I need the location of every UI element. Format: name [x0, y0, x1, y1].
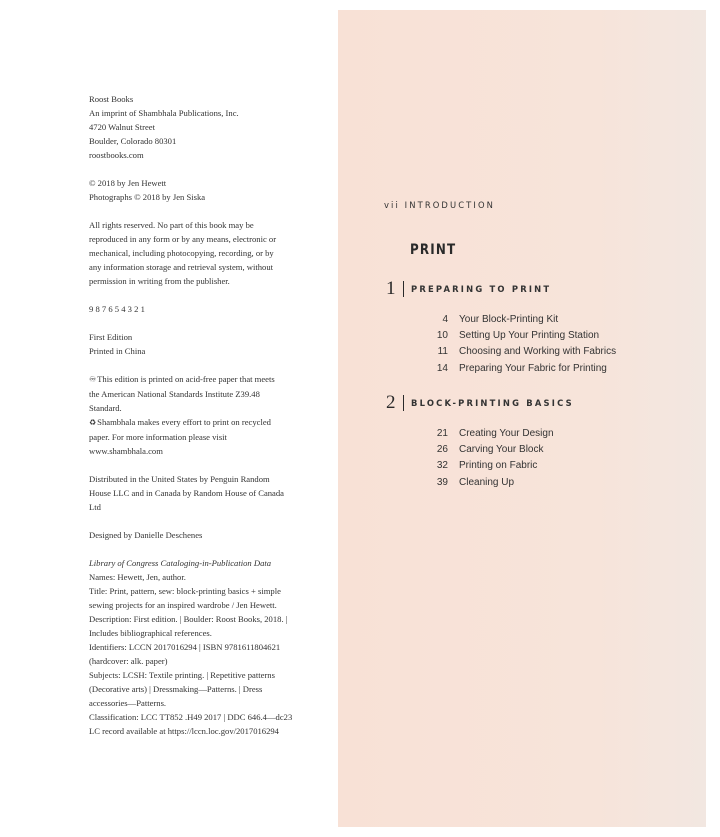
recycle-line	[89, 415, 314, 430]
toc-entry-title: Carving Your Block	[459, 443, 544, 455]
acid-free-line	[89, 372, 314, 387]
toc-part-title: PRINT	[410, 242, 457, 258]
cip-line: Includes bibliographical references.	[89, 628, 212, 638]
cip-line: accessories—Patterns.	[89, 698, 167, 708]
chapter-divider	[403, 281, 404, 297]
toc-chapter-2	[386, 392, 574, 414]
publisher-line: Boulder, Colorado 80301	[89, 136, 177, 146]
toc-entry	[420, 327, 690, 343]
toc-entry	[420, 425, 690, 441]
toc-introduction: vii INTRODUCTION	[384, 200, 496, 210]
toc-chapter-1-entries	[420, 311, 690, 376]
chapter-divider	[403, 395, 404, 411]
distribution-line: Ltd	[89, 502, 101, 512]
distribution-block	[89, 472, 314, 514]
copyright-line: Photographs © 2018 by Jen Siska	[89, 192, 206, 202]
designer-block	[89, 528, 314, 542]
toc-entry-title: Setting Up Your Printing Station	[459, 329, 600, 341]
publisher-line: 4720 Walnut Street	[89, 122, 155, 132]
edition-line: Printed in China	[89, 346, 146, 356]
toc-entry-title: Creating Your Design	[459, 427, 554, 439]
toc-chapter-1	[386, 278, 551, 300]
recycle-line: www.shambhala.com	[89, 446, 163, 456]
toc-entry-page: 11	[437, 346, 448, 358]
rights-block	[89, 218, 314, 288]
copyright-block	[89, 176, 314, 204]
publisher-line: An imprint of Shambhala Publications, Inc.	[89, 108, 239, 118]
publisher-line: Roost Books	[89, 94, 134, 104]
printing-line-block	[89, 302, 314, 316]
toc-entry	[420, 311, 690, 327]
cip-line: Description: First edition. | Boulder: Roost Books, 2018. |	[89, 614, 288, 624]
cip-line: Subjects: LCSH: Textile printing. | Repetitive patterns	[89, 670, 275, 680]
cip-heading: Library of Congress Cataloging-in-Publication Data	[89, 558, 272, 568]
paper-note-block	[89, 372, 314, 458]
chapter-number: 2	[386, 392, 396, 413]
distribution-line: Distributed in the United States by Penguin Random	[89, 474, 270, 484]
rights-line: any information storage and retrieval system, without	[89, 262, 274, 272]
cip-block	[89, 556, 314, 738]
chapter-title: BLOCK-PRINTING BASICS	[411, 398, 574, 408]
toc-entry-page: 21	[436, 427, 448, 439]
distribution-line: House LLC and in Canada by Random House of Canada	[89, 488, 284, 498]
toc-entry	[420, 360, 690, 376]
acid-free-text: This edition is printed on acid-free paper that meets	[97, 374, 275, 384]
copyright-line: © 2018 by Jen Hewett	[89, 178, 167, 188]
toc-chapter-2-entries	[420, 425, 690, 490]
toc-entry-title: Choosing and Working with Fabrics	[459, 346, 617, 358]
toc-entry-title: Cleaning Up	[459, 476, 515, 488]
toc-entry	[420, 474, 690, 490]
toc-entry-title: Preparing Your Fabric for Printing	[459, 362, 607, 374]
edition-line: First Edition	[89, 332, 133, 342]
toc-entry-page: 14	[436, 362, 448, 374]
cip-line: LC record available at https://lccn.loc.gov/2017016294	[89, 726, 279, 736]
copyright-page	[89, 92, 314, 752]
designer-line: Designed by Danielle Deschenes	[89, 530, 203, 540]
publisher-block	[89, 92, 314, 162]
toc-entry-page: 4	[442, 313, 448, 325]
printing-line: 9 8 7 6 5 4 3 2 1	[89, 304, 145, 314]
rights-line: mechanical, including photocopying, recording, or by	[89, 248, 274, 258]
acid-free-line: Standard.	[89, 403, 122, 413]
toc-entry-page: 26	[436, 443, 448, 455]
cip-line: Title: Print, pattern, sew: block-printing basics + simple	[89, 586, 281, 596]
edition-block	[89, 330, 314, 358]
cip-line: Identifiers: LCCN 2017016294 | ISBN 9781611804621	[89, 642, 281, 652]
publisher-line: roostbooks.com	[89, 150, 144, 160]
cip-line: sewing projects for an inspired wardrobe / Jen Hewett.	[89, 600, 277, 610]
cip-line: (Decorative arts) | Dressmaking—Patterns. | Dress	[89, 684, 263, 694]
recycle-line: paper. For more information please visit	[89, 432, 227, 442]
cip-line: (hardcover: alk. paper)	[89, 656, 168, 666]
acid-free-icon: ♾	[89, 375, 97, 384]
acid-free-line: the American National Standards Institute Z39.48	[89, 389, 260, 399]
chapter-number: 1	[386, 278, 396, 299]
rights-line: All rights reserved. No part of this book may be	[89, 220, 254, 230]
chapter-title: PREPARING TO PRINT	[411, 284, 552, 294]
toc-entry	[420, 441, 690, 457]
toc-entry-page: 32	[436, 460, 448, 472]
toc-entry-title: Printing on Fabric	[459, 460, 538, 472]
recycle-icon: ♻	[89, 418, 97, 427]
rights-line: permission in writing from the publisher.	[89, 276, 230, 286]
toc-entry-title: Your Block-Printing Kit	[459, 313, 559, 325]
cip-line: Classification: LCC TT852 .H49 2017 | DDC 646.4—dc23	[89, 712, 293, 722]
toc-entry-page: 10	[436, 329, 448, 341]
cip-line: Names: Hewett, Jen, author.	[89, 572, 186, 582]
toc-entry	[420, 344, 690, 360]
right-page	[338, 10, 706, 827]
recycle-text: Shambhala makes every effort to print on recycled	[97, 417, 271, 427]
toc-entry-page: 39	[436, 476, 448, 488]
rights-line: reproduced in any form or by any means, electronic or	[89, 234, 277, 244]
toc-entry	[420, 458, 690, 474]
